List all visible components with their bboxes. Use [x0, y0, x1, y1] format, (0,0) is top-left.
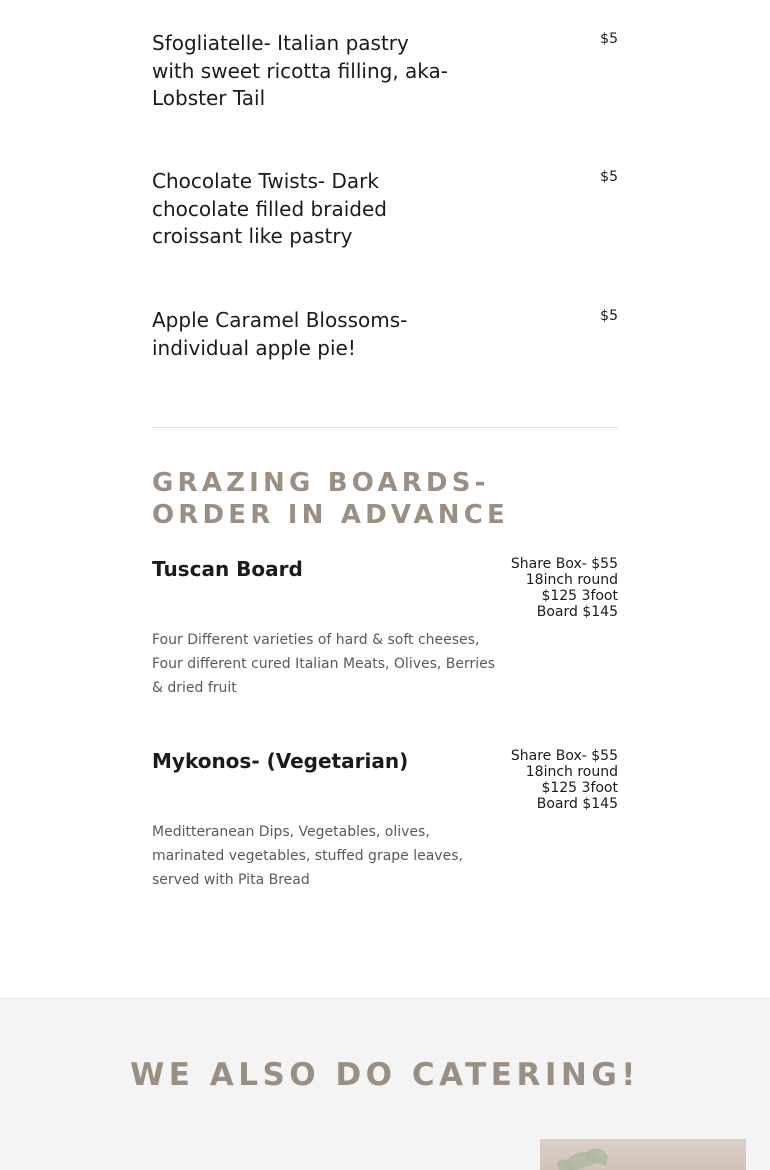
- board-price-line: Board $145: [536, 796, 618, 812]
- board-price: [478, 556, 618, 620]
- board-name: Tuscan Board: [152, 557, 303, 581]
- board-price-line: 18inch round: [525, 764, 618, 780]
- board-name: Mykonos- (Vegetarian): [152, 749, 409, 773]
- board-description: Meditteranean Dips, Vegetables, olives, marinated vegetables, stuffed grape leaves, served with Pita Bread: [152, 824, 463, 888]
- board-price-line: Share Box- $55: [510, 556, 618, 572]
- board-price-line: Share Box- $55: [510, 748, 618, 764]
- section-divider: [152, 427, 618, 428]
- board-price-line: Board $145: [536, 604, 618, 620]
- board-price-line: $125 3foot: [541, 588, 618, 604]
- board-price: [478, 748, 618, 812]
- menu-item-price: $5: [600, 169, 618, 185]
- menu-item-name: Apple Caramel Blossoms- individual apple pie!: [152, 308, 408, 360]
- menu-item-name: Sfogliatelle- Italian pastry with sweet ricotta filling, aka- Lobster Tail: [152, 31, 448, 110]
- menu-item-name: Chocolate Twists- Dark chocolate filled braided croissant like pastry: [152, 169, 387, 248]
- board-price-line: 18inch round: [525, 572, 618, 588]
- catering-section: [0, 997, 770, 1170]
- catering-heading: WE ALSO DO CATERING!: [130, 1057, 640, 1093]
- menu-item-price: $5: [600, 308, 618, 324]
- menu-item-price: $5: [600, 31, 618, 47]
- board-description: Four Different varieties of hard & soft cheeses, Four different cured Italian Meats, Olives, Berries & dried fruit: [152, 632, 496, 696]
- board-price-line: $125 3foot: [541, 780, 618, 796]
- grazing-boards-heading: GRAZING BOARDS- ORDER IN ADVANCE: [152, 468, 510, 530]
- catering-photo: [540, 1139, 746, 1170]
